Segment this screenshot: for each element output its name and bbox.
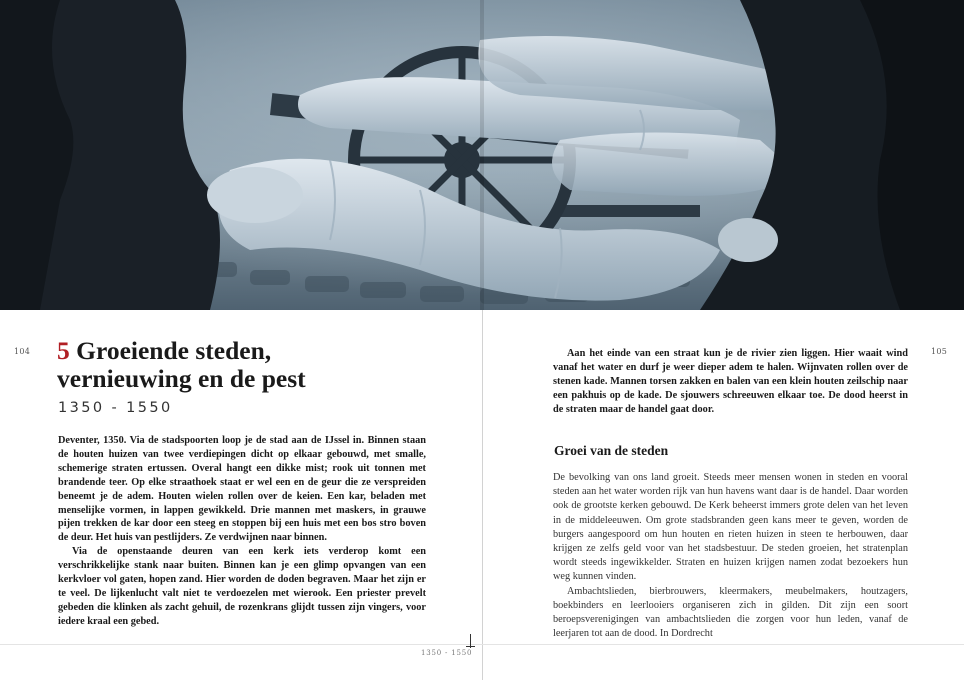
plague-cart-illustration [0,0,964,310]
chapter-years: 1350 - 1550 [58,400,173,416]
page-number-right: 105 [931,347,948,356]
page-number-left: 104 [14,347,31,356]
chapter-title [57,337,477,393]
right-page-body [553,471,908,641]
paragraph: Via de openstaande deuren van een kerk iets verderop komt een verschrikkelijke stank naar buiten. Binnen kan je een glimp opvangen van een kerkvloer vol gaten, hopen zand. Hier worden de doden begraven. Maar het zijn er te veel. De lijkenlucht valt niet te verdoezelen met wierook. Een priester prevelt gebeden die klinken als zacht gehuil, de rozenkrans glijdt tussen zijn vingers, voor iedere kraal een gebed. [58,546,426,627]
paragraph: Ambachtslieden, bierbrouwers, kleermakers, meubelmakers, houtzagers, boekbinders en leerlooiers organiseren zich in gilden. Dit zijn een soort beroepsverenigingen van ambachtslieden die zorgen voor hun leden, vanaf de leerjaren tot aan de dood. In Dordrecht [553,585,908,640]
book-gutter [482,310,483,680]
paragraph: Deventer, 1350. Via de stadspoorten loop je de stad aan de IJssel in. Binnen staan de houten huizen van twee verdiepingen dicht op elkaar gebouwd, met smalle, schemerige straten ertussen. Overal hangt een dikke mist; rook uit tonnen met brandende teer. Op elke straathoek staat er wel een en de geur die ze verspreiden beneemt je de adem. Houten wielen rollen over de keien. Een kar, beladen met menselijke vormen, in lappen gewikkeld. Drie mannen met maskers, in grauwe pijen trekken de kar door een steeg en stoppen bij een huis met een bos stro boven de deur. Het huis van pestlijders. Ze verdwijnen naar binnen. [58,435,426,544]
chapter-title-line-2: vernieuwing en de pest [57,364,306,393]
running-footer: 1350 - 1550 [421,649,473,657]
section-heading: Groei van de steden [554,443,669,458]
chapter-photo [0,0,964,310]
left-page-body [58,434,426,629]
chapter-title-line-1: Groeiende steden, [76,336,272,365]
paragraph: De bevolking van ons land groeit. Steeds meer mensen wonen in steden en vooral steden aan het water worden rijk van hun havens want daar is de handel. Daar worden ook de grootste kerken gebouwd. De Kerk beheerst immers grote delen van het leven in de middeleeuwen. Om grote stadsbranden geen kans meer te geven, worden de burgers aangespoord om hun houten en rieten huizen in steen te herbouwen, daar krijgen ze zelfs geld voor van het stadsbestuur. De steden groeien, het stratenplan wordt steeds ingewikkelder. Straten en huizen krijgen namen zodat bezoekers hun weg kunnen vinden. [553,472,908,583]
footer-rule [0,644,964,645]
paragraph: Aan het einde van een straat kun je de rivier zien liggen. Hier waait wind vanaf het water en durf je weer dieper adem te halen. Wijnvaten rollen over de stenen kade. Mannen torsen zakken en balen van een klein houten zeilschip naar een pakhuis op de kade. De sjouwers schreeuwen elkaar toe. De dood heerst in de straten maar de handel gaat door. [553,348,908,415]
right-page-intro [553,347,908,417]
footer-crop-mark-horizontal [466,646,475,647]
chapter-number: 5 [57,336,70,365]
